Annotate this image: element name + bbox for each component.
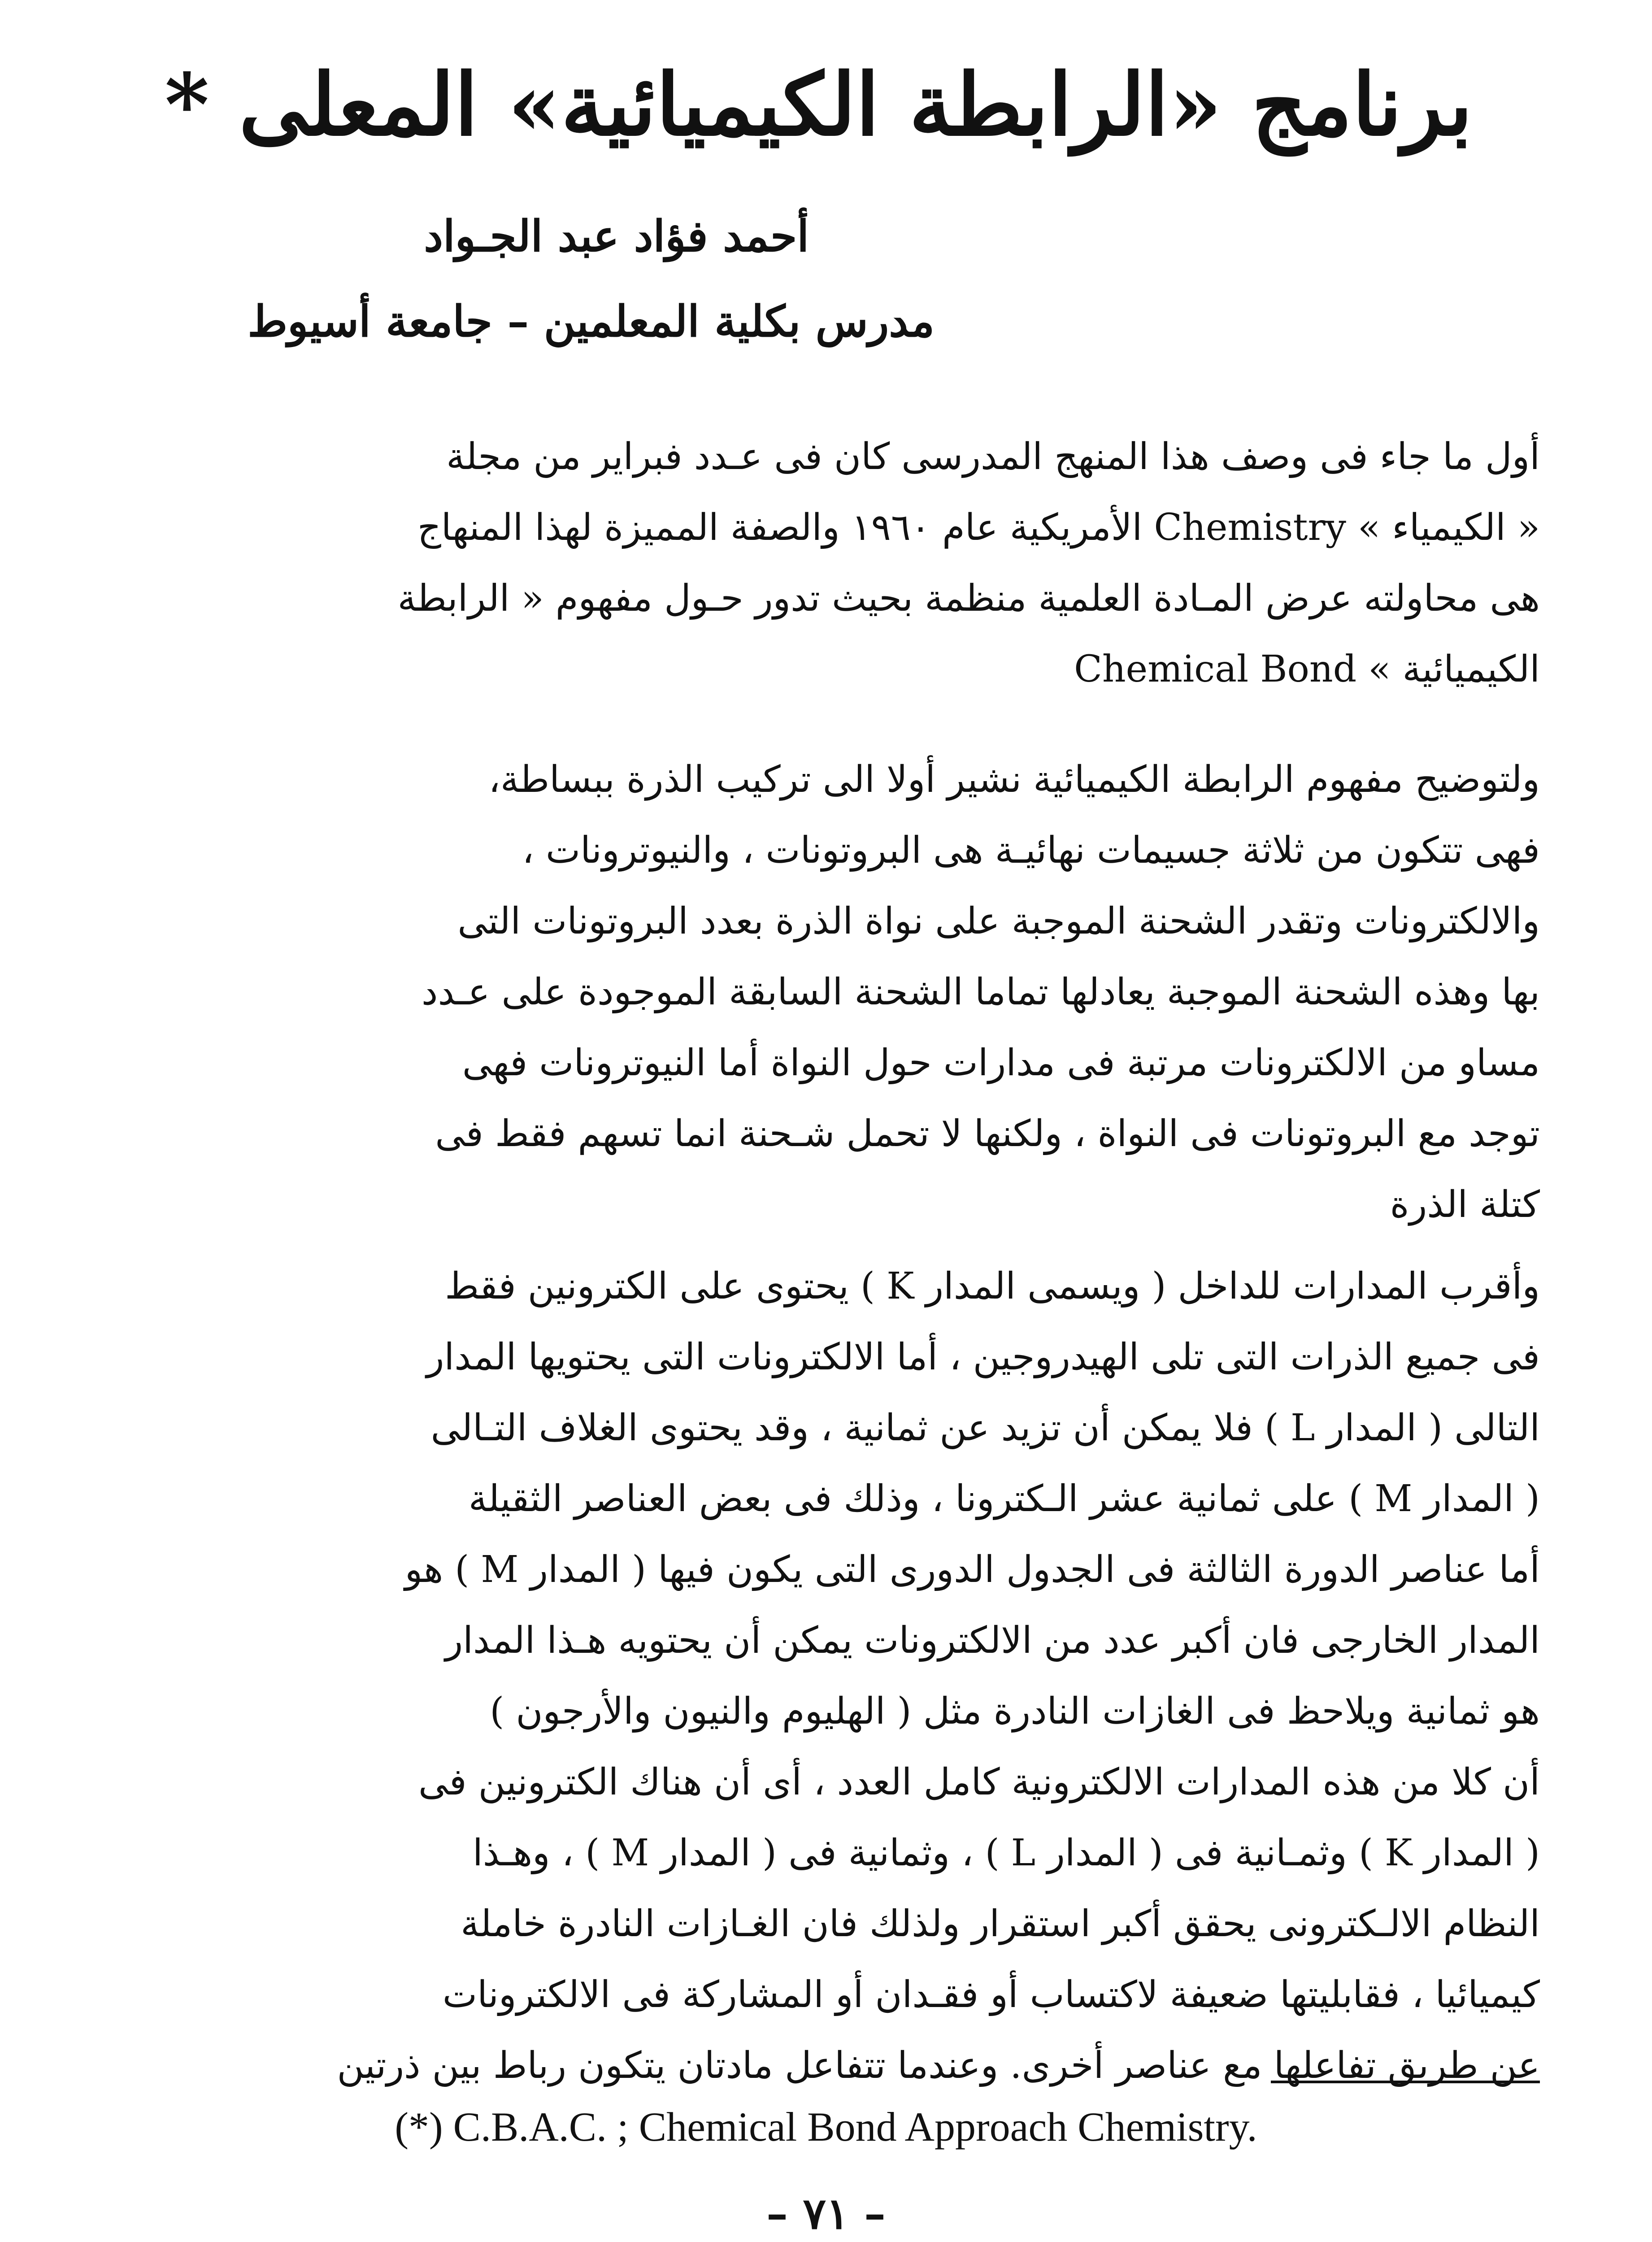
paragraph-line: أول ما جاء فى وصف هذا المنهج المدرسى كان فى عـدد فبراير من مجلة bbox=[446, 435, 1540, 478]
paragraph-line: كيميائيا ، فقابليتها ضعيفة لاكتساب أو فقـدان أو المشاركة فى الالكترونات bbox=[442, 1973, 1540, 2016]
article-title: برنامج «الرابطة الكيميائية» المعلى * bbox=[165, 55, 1473, 155]
paragraph-line: كتلة الذرة bbox=[1390, 1183, 1540, 1226]
paragraph-line: توجد مع البروتونات فى النواة ، ولكنها لا تحمل شـحنة انما تسهم فقط فى bbox=[435, 1112, 1540, 1155]
paragraph-line: ( المدار K ) وثمـانية فى ( المدار L ) ، وثمانية فى ( المدار M ) ، وهـذا bbox=[472, 1832, 1540, 1874]
paragraph-line: التالى ( المدار L ) فلا يمكن أن تزيد عن ثمانية ، وقد يحتوى الغلاف التـالى bbox=[430, 1407, 1540, 1449]
author-name: أحمد فؤاد عبد الجـواد bbox=[424, 211, 809, 261]
paragraph-line: ولتوضيح مفهوم الرابطة الكيميائية نشير أولا الى تركيب الذرة ببساطة، bbox=[488, 758, 1540, 801]
paragraph-line: عن طريق تفاعلها مع عناصر أخرى. وعندما تتفاعل مادتان يتكون رباط بين ذرتين bbox=[337, 2044, 1540, 2087]
paragraph-line: وأقرب المدارات للداخل ( ويسمى المدار K ) يحتوى على الكترونين فقط bbox=[445, 1265, 1540, 1308]
paragraph-line: والالكترونات وتقدر الشحنة الموجبة على نواة الذرة بعدد البروتونات التى bbox=[457, 900, 1540, 943]
footnote: (*) C.B.A.C. ; Chemical Bond Approach Chemistry. bbox=[395, 2104, 1257, 2150]
paragraph-line: الكيميائية » Chemical Bond bbox=[1074, 648, 1540, 691]
paragraph-2 bbox=[127, 744, 1540, 1240]
page-number: – ٧١ – bbox=[766, 2188, 886, 2239]
paragraph-line: المدار الخارجى فان أكبر عدد من الالكترونات يمكن أن يحتويه هـذا المدار bbox=[445, 1619, 1540, 1662]
paragraph-line: هى محاولته عرض المـادة العلمية منظمة بحيث تدور حـول مفهوم « الرابطة bbox=[397, 577, 1540, 620]
paragraph-1 bbox=[127, 421, 1540, 705]
paragraph-3 bbox=[127, 1251, 1540, 2101]
paragraph-line: « الكيمياء » Chemistry الأمريكية عام ١٩٦٠ والصفة المميزة لهذا المنهاج bbox=[417, 506, 1540, 549]
paragraph-line: فهى تتكون من ثلاثة جسيمات نهائيـة هى البروتونات ، والنيوترونات ، bbox=[522, 829, 1540, 872]
paragraph-line: ( المدار M ) على ثمانية عشر الـكترونا ، وذلك فى بعض العناصر الثقيلة bbox=[468, 1477, 1540, 1520]
paragraph-line: أن كلا من هذه المدارات الالكترونية كامل العدد ، أى أن هناك الكترونين فى bbox=[418, 1761, 1540, 1803]
paragraph-line: أما عناصر الدورة الثالثة فى الجدول الدورى التى يكون فيها ( المدار M ) هو bbox=[404, 1548, 1540, 1591]
paragraph-line: هو ثمانية ويلاحظ فى الغازات النادرة مثل ( الهليوم والنيون والأرجون ) bbox=[490, 1690, 1540, 1733]
paragraph-line: مساو من الالكترونات مرتبة فى مدارات حول النواة أما النيوترونات فهى bbox=[462, 1042, 1540, 1084]
author-affiliation: مدرس بكلية المعلمين – جامعة أسيوط bbox=[248, 296, 935, 347]
paragraph-line: النظام الالـكترونى يحقق أكبر استقرار ولذلك فان الغـازات النادرة خاملة bbox=[461, 1903, 1540, 1945]
paragraph-line: فى جميع الذرات التى تلى الهيدروجين ، أما الالكترونات التى يحتويها المدار bbox=[426, 1336, 1540, 1378]
footnote-divider bbox=[1271, 2081, 1540, 2083]
paragraph-line: بها وهذه الشحنة الموجبة يعادلها تماما الشحنة السابقة الموجودة على عـدد bbox=[421, 971, 1540, 1013]
